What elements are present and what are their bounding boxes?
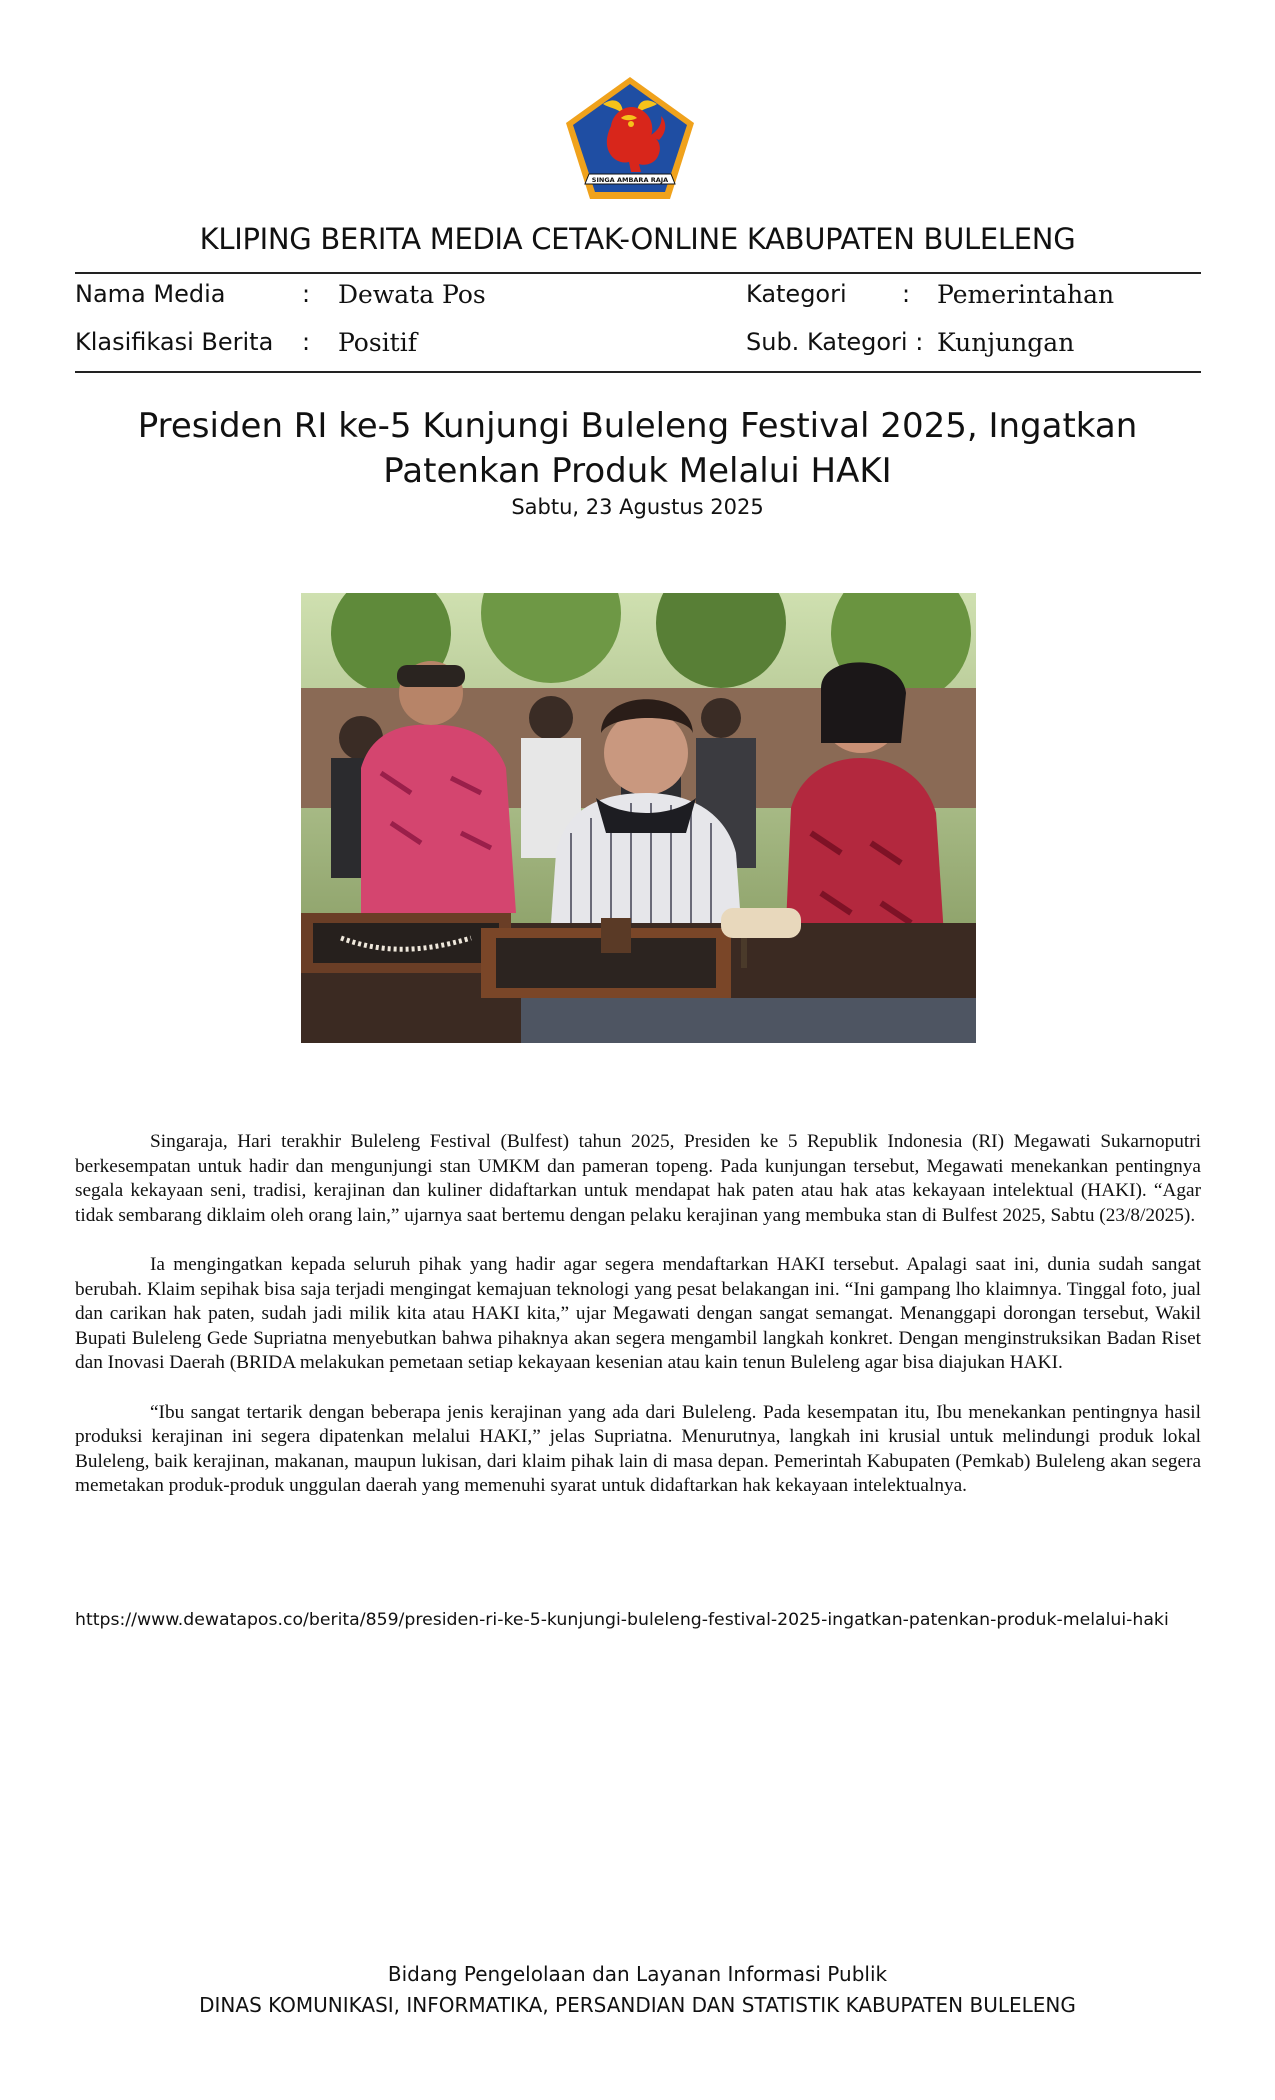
emblem-motto-text: SINGA AMBARA RAJA — [591, 176, 669, 184]
header-divider-top — [75, 272, 1201, 274]
sub-kategori-label: Sub. Kategori : — [746, 328, 924, 356]
article-body — [75, 1130, 1201, 1524]
klasifikasi-berita-label: Klasifikasi Berita — [75, 328, 274, 356]
footer-agency-name: DINAS KOMUNIKASI, INFORMATIKA, PERSANDIAN DAN STATISTIK KABUPATEN BULELENG — [199, 1993, 1076, 2017]
footer-division-name: Bidang Pengelolaan dan Layanan Informasi Publik — [387, 1962, 888, 1986]
clipping-header-title: KLIPING BERITA MEDIA CETAK-ONLINE KABUPATEN BULELENG — [199, 222, 1076, 256]
article-paragraph: “Ibu sangat tertarik dengan beberapa jenis kerajinan yang ada dari Buleleng. Pada kesempatan itu, Ibu menekankan pentingnya hasil produksi kerajinan ini segera dipatenkan melalui HAKI,” jelas Supriatna. Menurutnya, langkah ini krusial untuk melindungi produk lokal Buleleng, baik kerajinan, makanan, maupun lukisan, dari klaim pihak lain di masa depan. Pemerintah Kabupaten (Pemkab) Buleleng akan segera memetakan produk-produk unggulan daerah yang memenuhi syarat untuk didaftarkan hak kekayaan intelektualnya. — [75, 1401, 1201, 1497]
kategori-value: Pemerintahan — [937, 280, 1115, 309]
kategori-colon: : — [902, 280, 911, 308]
nama-media-label: Nama Media — [75, 280, 226, 308]
nama-media-colon: : — [302, 280, 311, 308]
article-date: Sabtu, 23 Agustus 2025 — [511, 495, 764, 519]
article-title: Presiden RI ke-5 Kunjungi Buleleng Festival 2025, Ingatkan Patenkan Produk Melalui HAKI — [137, 406, 1138, 491]
header-divider-bottom — [75, 371, 1201, 373]
source-url-link[interactable]: https://www.dewatapos.co/berita/859/presiden-ri-ke-5-kunjungi-buleleng-festival-2025-ingatkan-patenkan-produk-melalui-haki — [75, 1610, 1169, 1630]
buleleng-emblem-logo — [563, 74, 697, 202]
article-paragraph: Singaraja, Hari terakhir Buleleng Festival (Bulfest) tahun 2025, Presiden ke 5 Republik Indonesia (RI) Megawati Sukarnoputri berkesempatan untuk hadir dan mengunjungi stan UMKM dan pameran topeng. Pada kunjungan tersebut, Megawati menekankan pentingnya segala kekayaan seni, tradisi, kerajinan dan kuliner didaftarkan untuk mendapat hak paten atau hak atas kekayaan intelektual (HAKI). “Agar tidak sembarang diklaim oleh orang lain,” ujarnya saat bertemu dengan pelaku kerajinan yang membuka stan di Bulfest 2025, Sabtu (23/8/2025). — [75, 1131, 1201, 1226]
article-paragraph: Ia mengingatkan kepada seluruh pihak yang hadir agar segera mendaftarkan HAKI tersebut. Apalagi saat ini, dunia sudah sangat berubah. Klaim sepihak bisa saja terjadi mengingat kemajuan teknologi yang pesat belakangan ini. “Ini gampang lho klaimnya. Tinggal foto, jual dan carikan hak paten, sudah jadi milik kita atau HAKI kita,” ujar Megawati dengan sangat semangat. Menanggapi dorongan tersebut, Wakil Bupati Buleleng Gede Supriatna menyebutkan bahwa pihaknya akan segera mengambil langkah konkret. Dengan menginstruksikan Badan Riset dan Inovasi Daerah (BRIDA melakukan pemetaan setiap kekayaan kesenian atau kain tenun Buleleng agar bisa diajukan HAKI. — [75, 1253, 1201, 1374]
news-photo — [301, 593, 976, 1043]
kategori-label: Kategori — [746, 280, 847, 308]
nama-media-value: Dewata Pos — [338, 280, 486, 309]
klasifikasi-berita-value: Positif — [338, 328, 417, 357]
sub-kategori-value: Kunjungan — [937, 328, 1075, 357]
klasifikasi-berita-colon: : — [302, 328, 311, 356]
